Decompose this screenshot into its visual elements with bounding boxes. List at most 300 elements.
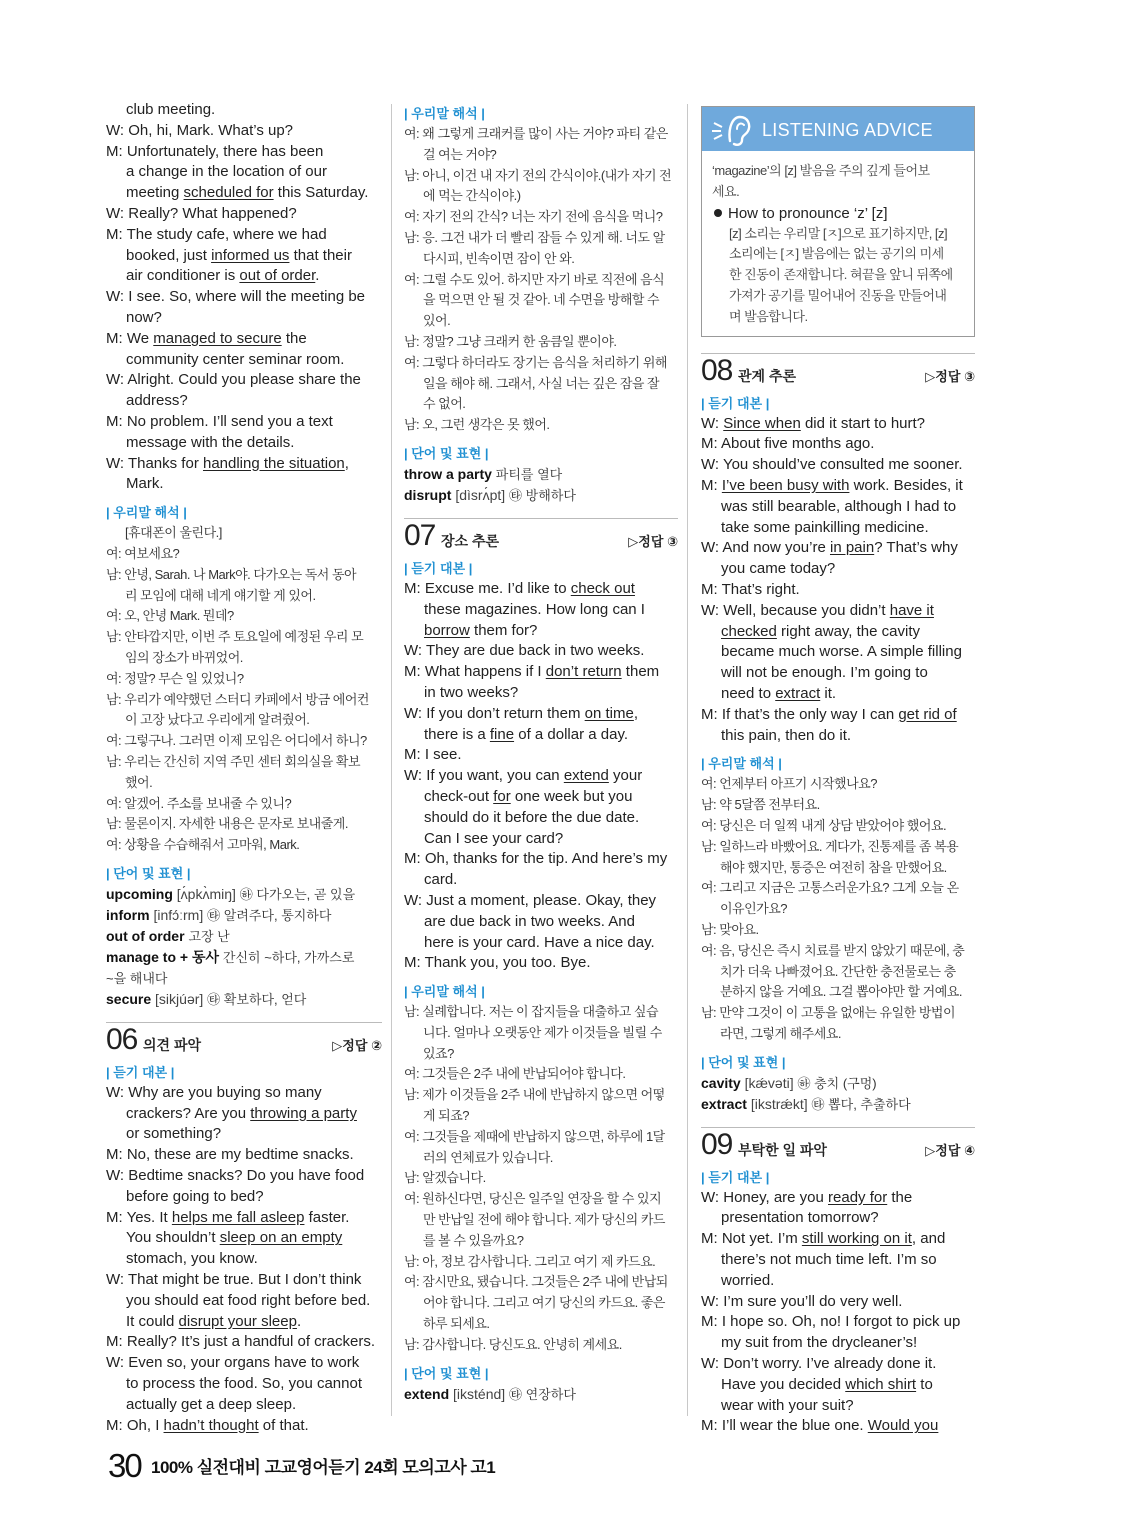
advice-intro: ‘magazine’의 [z] 발음을 주의 깊게 들어보 — [712, 163, 930, 178]
bullet-icon — [714, 209, 722, 217]
speaker-label: W: — [106, 204, 129, 222]
q09-number: 09 — [701, 1127, 733, 1161]
script-line: Have you decided which shirt to — [721, 1375, 933, 1393]
script-line: M: I’ve been busy with work. Besides, it — [701, 476, 963, 494]
translation-label: | 우리말 해석 | — [404, 984, 485, 1000]
speaker-label: M: — [701, 476, 722, 494]
ear-icon — [706, 109, 758, 149]
speaker-label: 여: — [404, 209, 423, 225]
vocab-word: manage to + 동사 — [106, 948, 223, 965]
vocab-meaning: ㉹ 연장하다 — [509, 1386, 576, 1402]
translation-line: 어야 합니다. 그리고 여기 당신의 카드요. 좋은 — [423, 1295, 665, 1311]
script-line: wear with your suit? — [721, 1396, 854, 1414]
q08-translation — [701, 774, 975, 1044]
translation-line: 걸 여는 거야? — [423, 146, 497, 162]
vocab-entry — [404, 1384, 678, 1405]
script-line: M: If that’s the only way I can get rid of — [701, 705, 957, 723]
script-line: M: No, these are my bedtime snacks. — [106, 1146, 354, 1164]
translation-line: 여: 그렇다 하더라도 장기는 음식을 처리하기 위해 — [404, 354, 667, 370]
translation-line: 여: 원하신다면, 당신은 일주일 연장을 할 수 있지 — [404, 1191, 662, 1207]
translation-label: | 우리말 해석 | — [701, 756, 782, 772]
speaker-label: W: — [701, 414, 724, 432]
q07-vocab — [404, 1384, 678, 1405]
vocab-entry — [106, 968, 382, 989]
speaker-label: 남: — [404, 333, 423, 349]
vocab-meaning: ㉻ 다가오는, 곧 있을 — [239, 886, 356, 902]
listening-advice-box — [701, 106, 975, 337]
speaker-label: 남: — [404, 1253, 423, 1269]
translation-line: 이 고장 났다고 우리에게 알려줬어. — [125, 712, 310, 728]
vocab-pronunciation: [ʌ́pkʌ̀miŋ] — [176, 885, 240, 902]
vocab-pronunciation: [kǽvəti] — [744, 1074, 798, 1091]
speaker-label: M: — [106, 1208, 127, 1226]
q09-script — [701, 1188, 975, 1438]
translation-label: | 우리말 해석 | — [106, 505, 187, 521]
script-line: to process the food. So, you cannot — [126, 1375, 362, 1393]
speaker-label: 여: — [404, 354, 423, 370]
vocab-entry — [106, 926, 382, 947]
speaker-label: W: — [106, 1083, 129, 1101]
script-line: W: They are due back in two weeks. — [404, 642, 645, 660]
speaker-label: 여: — [701, 942, 720, 958]
script-line: meeting scheduled for this Saturday. — [126, 184, 369, 202]
translation-line: 남: 안녕, Sarah. 나 Mark야. 다가오는 독서 동아 — [106, 566, 357, 582]
translation-line: 여: 잠시만요, 됐습니다. 그것들은 2주 내에 반납되 — [404, 1274, 668, 1290]
script-line: in two weeks? — [424, 683, 519, 701]
speaker-label: 남: — [404, 1336, 423, 1352]
script-line: W: Why are you buying so many — [106, 1083, 322, 1101]
advice-line: 한 진동이 존재합니다. 혀끝을 앞니 뒤쪽에 — [729, 267, 953, 283]
script-line: You shouldn’t sleep on an empty — [126, 1229, 343, 1247]
vocab-label: | 단어 및 표현 | — [701, 1054, 786, 1070]
vocab-meaning: ㉹ 뽑다, 추출하다 — [811, 1096, 911, 1112]
script-line: W: I’m sure you’ll do very well. — [701, 1292, 903, 1310]
q09-answer: ▷정답 ④ — [925, 1142, 975, 1158]
speaker-label: 여: — [404, 1128, 423, 1144]
script-line: there’s not much time left. I’m so — [721, 1251, 937, 1269]
translation-line: 일을 해야 해. 그래서, 사실 너는 깊은 잠을 잘 — [423, 375, 660, 391]
speaker-label: M: — [106, 142, 127, 160]
vocab-word: throw a party — [404, 465, 496, 482]
q08-answer: ▷정답 ③ — [925, 368, 975, 384]
speaker-label: W: — [404, 704, 427, 722]
speaker-label: 남: — [701, 1005, 720, 1021]
translation-line: 에 먹는 간식이야.) — [423, 188, 521, 204]
column-left — [106, 100, 382, 1436]
q05-vocab — [106, 884, 382, 1010]
translation-line: 치가 더욱 나빠졌어요. 간단한 충전물로는 충 — [720, 963, 956, 979]
translation-line: 를 볼 수 있을까요? — [423, 1232, 524, 1248]
speaker-label: W: — [701, 1188, 724, 1206]
speaker-label: 여: — [404, 126, 423, 141]
translation-line: 했어. — [125, 774, 153, 790]
q06-type: 의견 파악 — [143, 1036, 201, 1053]
speaker-label: M: — [106, 412, 127, 430]
page-number: 30 — [108, 1447, 141, 1484]
speaker-label: W: — [106, 288, 129, 306]
script-line: W: Just a moment, please. Okay, they — [404, 891, 657, 909]
speaker-label: 여: — [404, 1191, 423, 1207]
speaker-label: M: — [701, 1313, 722, 1331]
script-line: address? — [126, 392, 188, 410]
script-line: air conditioner is out of order. — [126, 267, 320, 285]
script-line: became much worse. A simple filling — [721, 643, 962, 661]
script-line: W: Thanks for handling the situation, — [106, 454, 349, 472]
vocab-pronunciation: [ikstrǽkt] — [750, 1095, 812, 1112]
book-title: 100% 실전대비 고교영어듣기 24회 모의고사 고1 — [151, 1458, 496, 1477]
vocab-pronunciation: [dìsrʌ́pt] — [455, 486, 510, 503]
speaker-label: 남: — [106, 816, 125, 832]
vocab-entry — [404, 485, 678, 506]
translation-line: 남: 맞아요. — [701, 921, 759, 937]
speaker-label: 여: — [404, 1066, 423, 1082]
vocab-meaning: 간신히 ~하다, 가까스로 — [222, 949, 355, 965]
q08-script — [701, 414, 975, 747]
script-line: M: About five months ago. — [701, 435, 875, 453]
script-line: M: That’s right. — [701, 580, 800, 598]
speaker-label: 남: — [106, 753, 125, 769]
translation-line: 분하지 않을 거예요. 그걸 뽑아야만 할 거예요. — [720, 984, 962, 1000]
script-line: here is your card. Have a nice day. — [424, 933, 655, 951]
speaker-label: 여: — [701, 817, 720, 833]
translation-line: 여: 알겠어. 주소를 보내줄 수 있니? — [106, 795, 292, 811]
speaker-label: W: — [404, 767, 427, 785]
script-line: before going to bed? — [126, 1187, 264, 1205]
translation-line: 여: 정말? 무슨 일 있었니? — [106, 670, 244, 686]
script-line: W: Honey, are you ready for the — [701, 1188, 913, 1206]
speaker-label: 남: — [404, 1087, 423, 1103]
speaker-label: W: — [404, 891, 427, 909]
vocab-meaning: 고장 난 — [188, 928, 230, 944]
translation-line: 남: 안타깝지만, 이번 주 토요일에 예정된 우리 모 — [106, 629, 364, 645]
speaker-label: 여: — [106, 608, 125, 624]
vocab-word: secure — [106, 990, 156, 1007]
q06-number: 06 — [106, 1022, 138, 1056]
script-line: W: Really? What happened? — [106, 204, 297, 222]
q07-translation — [404, 1002, 678, 1356]
speaker-label: W: — [701, 539, 723, 557]
translation-line: 이유인가요? — [720, 901, 788, 917]
script-line: crackers? Are you throwing a party — [126, 1104, 357, 1122]
translation-line: [휴대폰이 울린다.] — [125, 525, 222, 541]
script-line: booked, just informed us that their — [126, 246, 352, 264]
translation-line: 여: 그렇구나. 그러면 이제 모임은 어디에서 하니? — [106, 733, 367, 749]
translation-line: 여: 그럴 수도 있어. 하지만 자기 바로 직전에 음식 — [404, 271, 665, 287]
script-label: | 듣기 대본 | — [106, 1064, 175, 1080]
advice-line: 며 발음합니다. — [729, 308, 808, 324]
speaker-label: 남: — [106, 566, 125, 582]
vocab-label: | 단어 및 표현 | — [404, 1365, 489, 1381]
script-line: take some painkilling medicine. — [721, 518, 929, 536]
script-line: M: The study cafe, where we had — [106, 225, 327, 243]
q09-type: 부탁한 일 파악 — [738, 1141, 827, 1158]
script-line: should do it before the due date. — [424, 808, 640, 826]
script-line: worried. — [721, 1271, 775, 1289]
translation-line: 다시피, 빈속이면 잠이 안 와. — [423, 250, 575, 266]
speaker-label: M: — [106, 1333, 127, 1351]
translation-line: 남: 알겠습니다. — [404, 1170, 486, 1186]
vocab-entry — [404, 464, 678, 485]
translation-line: 남: 우리가 예약했던 스터디 카페에서 방금 에어컨 — [106, 691, 369, 707]
script-line: you came today? — [721, 560, 836, 578]
vocab-pronunciation: [infɔ́ːrm] — [153, 906, 208, 923]
script-line: message with the details. — [126, 433, 295, 451]
speaker-label: 여: — [106, 670, 125, 686]
q08-vocab — [701, 1073, 975, 1115]
vocab-meaning: 파티를 열다 — [495, 466, 563, 482]
vocab-label: | 단어 및 표현 | — [404, 445, 489, 461]
speaker-label: W: — [106, 454, 128, 472]
q08-type: 관계 추론 — [738, 367, 796, 384]
script-line: M: I see. — [404, 746, 462, 764]
speaker-label: M: — [106, 225, 127, 243]
script-line: actually get a deep sleep. — [126, 1395, 297, 1413]
translation-line: 해야 했지만, 통증은 여전히 참을 만했어요. — [720, 859, 947, 875]
q09-header — [701, 1127, 975, 1164]
speaker-label: M: — [106, 1146, 127, 1164]
script-line: these magazines. How long can I — [424, 600, 645, 618]
translation-line: 수 없어. — [423, 396, 466, 412]
script-line: a change in the location of our — [126, 163, 327, 181]
advice-line: [z] 소리는 우리말 [ㅈ]으로 표기하지만, [z] — [729, 225, 948, 241]
script-line: checked right away, the cavity — [721, 622, 920, 640]
speaker-label: W: — [106, 1271, 128, 1289]
speaker-label: 여: — [404, 1274, 423, 1290]
translation-line: 여: 자기 전의 간식? 너는 자기 전에 음식을 먹니? — [404, 209, 663, 225]
speaker-label: M: — [106, 1416, 127, 1434]
q06-answer: ▷정답 ② — [332, 1037, 382, 1053]
vocab-pronunciation: [iksténd] — [453, 1385, 510, 1402]
vocab-entry — [701, 1073, 975, 1094]
vocab-meaning: ㉹ 확보하다, 얻다 — [207, 991, 307, 1007]
vocab-meaning: ㉹ 알려주다, 통지하다 — [207, 907, 332, 923]
vocab-entry — [106, 884, 382, 905]
script-line: M: Yes. It helps me fall asleep faster. — [106, 1208, 350, 1226]
advice-bullet: How to pronounce ‘z’ [z] — [712, 203, 964, 224]
script-line: W: Since when did it start to hurt? — [701, 414, 926, 432]
script-label: | 듣기 대본 | — [404, 560, 473, 576]
vocab-label: | 단어 및 표현 | — [106, 865, 191, 881]
script-line: you should eat food right before bed. — [126, 1291, 371, 1309]
q06-script — [106, 1083, 382, 1437]
speaker-label: W: — [106, 1167, 129, 1185]
q07-answer: ▷정답 ③ — [628, 533, 678, 549]
q05-script-end — [106, 100, 382, 495]
script-line: M: Really? It’s just a handful of crackers. — [106, 1333, 376, 1351]
vocab-entry — [701, 1094, 975, 1115]
speaker-label: M: — [701, 580, 722, 598]
vocab-word: upcoming — [106, 885, 177, 902]
q07-number: 07 — [404, 518, 436, 552]
q06-header — [106, 1022, 382, 1059]
speaker-label: 남: — [106, 629, 125, 645]
q08-number: 08 — [701, 353, 733, 387]
translation-line: 라면, 그렇게 해주세요. — [720, 1025, 841, 1041]
translation-line: 여: 여보세요? — [106, 545, 180, 561]
script-line: M: No problem. I’ll send you a text — [106, 412, 333, 430]
q07-script — [404, 579, 678, 974]
q07-header — [404, 518, 678, 555]
script-line: are due back in two weeks. And — [424, 912, 635, 930]
script-line: this pain, then do it. — [721, 726, 852, 744]
translation-line: 남: 일하느라 바빴어요. 게다가, 진통제를 좀 복용 — [701, 838, 959, 854]
translation-line: 남: 정말? 그냥 크래커 한 움큼일 뿐이야. — [404, 333, 617, 349]
advice-intro: 세요. — [712, 183, 740, 199]
script-line: now? — [126, 308, 162, 326]
vocab-meaning: ~을 해내다 — [106, 970, 168, 986]
translation-line: 여: 상황을 수습해줘서 고마워, Mark. — [106, 837, 300, 853]
script-line: or something? — [126, 1125, 222, 1143]
advice-body — [712, 224, 964, 328]
script-line: W: If you don’t return them on time, — [404, 704, 639, 722]
speaker-label: 남: — [106, 691, 125, 707]
translation-line: 리 모임에 대해 네게 얘기할 게 있어. — [125, 587, 316, 603]
script-line: Can I see your card? — [424, 829, 564, 847]
speaker-label: M: — [404, 663, 425, 681]
script-line: club meeting. — [126, 101, 216, 118]
speaker-label: W: — [106, 121, 129, 139]
script-line: my suit from the drycleaner’s! — [721, 1334, 918, 1352]
speaker-label: M: — [701, 1230, 722, 1248]
advice-line: 소리에는 [ㅈ] 발음에는 없는 공기의 미세 — [729, 246, 944, 262]
vocab-word: inform — [106, 906, 154, 923]
script-line: M: Not yet. I’m still working on it, and — [701, 1230, 946, 1248]
script-line: presentation tomorrow? — [721, 1209, 879, 1227]
translation-line: 만 반납일 전에 해야 합니다. 제가 당신의 카드 — [423, 1212, 665, 1228]
script-line: Mark. — [126, 475, 164, 493]
speaker-label: M: — [701, 705, 722, 723]
column-middle — [404, 100, 678, 1405]
translation-line: 남: 감사합니다. 당신도요. 안녕히 계세요. — [404, 1336, 622, 1352]
speaker-label: 남: — [701, 838, 720, 854]
vocab-entry — [106, 905, 382, 926]
speaker-label: 여: — [701, 776, 720, 792]
speaker-label: 여: — [106, 837, 125, 853]
speaker-label: M: — [404, 850, 425, 868]
script-line: community center seminar room. — [126, 350, 345, 368]
listening-advice-title: LISTENING ADVICE — [762, 120, 933, 140]
vocab-word: disrupt — [404, 486, 456, 503]
script-line: W: I see. So, where will the meeting be — [106, 288, 366, 306]
vocab-meaning: ㉻ 충치 (구멍) — [797, 1075, 877, 1091]
translation-line: 여: 당신은 더 일찍 내게 상담 받았어야 했어요. — [701, 817, 947, 833]
script-line: was still bearable, although I had to — [721, 497, 957, 515]
speaker-label: W: — [701, 1292, 724, 1310]
vocab-word: extract — [701, 1095, 751, 1112]
translation-label: | 우리말 해석 | — [404, 106, 485, 121]
script-line: M: What happens if I don’t return them — [404, 663, 660, 681]
speaker-label: 남: — [701, 921, 720, 937]
speaker-label: W: — [701, 1355, 724, 1373]
translation-line: 여: 그것들을 제때에 반납하지 않으면, 하루에 1달 — [404, 1128, 665, 1144]
translation-line: 게 되죠? — [423, 1108, 470, 1124]
script-line: M: I’ll wear the blue one. Would you — [701, 1417, 939, 1435]
speaker-label: M: — [404, 954, 425, 972]
translation-line: 을 먹으면 안 될 것 같아. 네 수면을 방해할 수 — [423, 292, 660, 308]
q07-type: 장소 추론 — [441, 532, 499, 549]
script-line: W: Don’t worry. I’ve already done it. — [701, 1355, 937, 1373]
translation-line: 남: 응. 그건 내가 더 빨리 잠들 수 있게 해. 너도 알 — [404, 229, 665, 245]
speaker-label: 여: — [106, 795, 125, 811]
script-line: M: Oh, I hadn’t thought of that. — [106, 1416, 309, 1434]
vocab-pronunciation: [sikjúər] — [155, 990, 208, 1007]
column-divider — [391, 104, 392, 1416]
vocab-word: extend — [404, 1385, 454, 1402]
speaker-label: 여: — [701, 880, 720, 896]
translation-line: 있어. — [423, 313, 451, 329]
script-line: M: Oh, thanks for the tip. And here’s my — [404, 850, 668, 868]
script-line: W: That might be true. But I don’t think — [106, 1271, 362, 1289]
script-line: W: Even so, your organs have to work — [106, 1354, 360, 1372]
translation-line: 러의 연체료가 있습니다. — [423, 1149, 553, 1165]
speaker-label: M: — [404, 746, 425, 764]
translation-line: 하루 되세요. — [423, 1316, 490, 1332]
translation-line: 남: 아니, 이건 내 자기 전의 간식이야.(내가 자기 전 — [404, 167, 672, 183]
script-line: borrow them for? — [424, 621, 538, 639]
speaker-label: W: — [106, 371, 128, 389]
speaker-label: W: — [404, 642, 426, 660]
vocab-entry — [106, 989, 382, 1010]
speaker-label: W: — [701, 601, 724, 619]
vocab-word: cavity — [701, 1074, 745, 1091]
translation-line: 여: 언제부터 아프기 시작했나요? — [701, 776, 877, 792]
script-line: M: I hope so. Oh, no! I forgot to pick up — [701, 1313, 961, 1331]
translation-line: 남: 아, 정보 감사합니다. 그리고 여기 제 카드요. — [404, 1253, 656, 1269]
q06-translation — [404, 124, 678, 436]
script-line: M: Unfortunately, there has been — [106, 142, 324, 160]
script-line: W: And now you’re in pain? That’s why — [701, 539, 958, 557]
script-line: will not be enough. I’m going to — [721, 664, 928, 682]
translation-line: 여: 왜 그렇게 크래커를 많이 사는 거야? 파티 같은 — [404, 126, 668, 141]
speaker-label: 남: — [404, 1004, 423, 1020]
speaker-label: 남: — [404, 1170, 423, 1186]
vocab-entry — [106, 947, 382, 968]
listening-advice-header — [702, 107, 974, 151]
translation-line: 임의 장소가 바뀌었어. — [125, 649, 243, 665]
speaker-label: 여: — [106, 733, 125, 749]
script-label: | 듣기 대본 | — [701, 1169, 770, 1185]
translation-line: 여: 오, 안녕 Mark. 뭔데? — [106, 608, 234, 624]
script-line: card. — [424, 871, 458, 889]
speaker-label: M: — [106, 329, 127, 347]
q08-header — [701, 353, 975, 390]
script-label: | 듣기 대본 | — [701, 395, 770, 411]
translation-line: 남: 만약 그것이 이 고통을 없애는 유일한 방법이 — [701, 1005, 956, 1021]
q06-vocab — [404, 464, 678, 506]
script-line: It could disrupt your sleep. — [126, 1312, 302, 1330]
speaker-label: 남: — [404, 229, 423, 245]
translation-line: 여: 그리고 지금은 고통스러운가요? 그게 오늘 온 — [701, 880, 959, 896]
advice-line: 가져가 공기를 밀어내어 진동을 만들어내 — [729, 287, 947, 303]
speaker-label: M: — [701, 1417, 722, 1435]
translation-line: 여: 음, 당신은 즉시 치료를 받지 않았기 때문에, 충 — [701, 942, 965, 958]
speaker-label: W: — [701, 456, 723, 474]
translation-line: 남: 우리는 간신히 지역 주민 센터 회의실을 확보 — [106, 753, 361, 769]
translation-line: 남: 오, 그런 생각은 못 했어. — [404, 417, 550, 433]
script-line: stomach, you know. — [126, 1250, 258, 1268]
script-line: M: Thank you, you too. Bye. — [404, 954, 591, 972]
translation-line: 있죠? — [423, 1045, 454, 1061]
speaker-label: 여: — [404, 271, 423, 287]
script-line: there is a fine of a dollar a day. — [424, 725, 629, 743]
column-divider — [687, 104, 688, 1416]
translation-line: 남: 제가 이것들을 2주 내에 반납하지 않으면 어떻 — [404, 1087, 665, 1103]
script-line: W: You should’ve consulted me sooner. — [701, 456, 963, 474]
script-line: check-out for one week but you — [424, 787, 633, 805]
speaker-label: 남: — [404, 167, 423, 183]
script-line: need to extract it. — [721, 684, 837, 702]
translation-line: 남: 실례합니다. 저는 이 잡지들을 대출하고 싶습 — [404, 1004, 659, 1020]
